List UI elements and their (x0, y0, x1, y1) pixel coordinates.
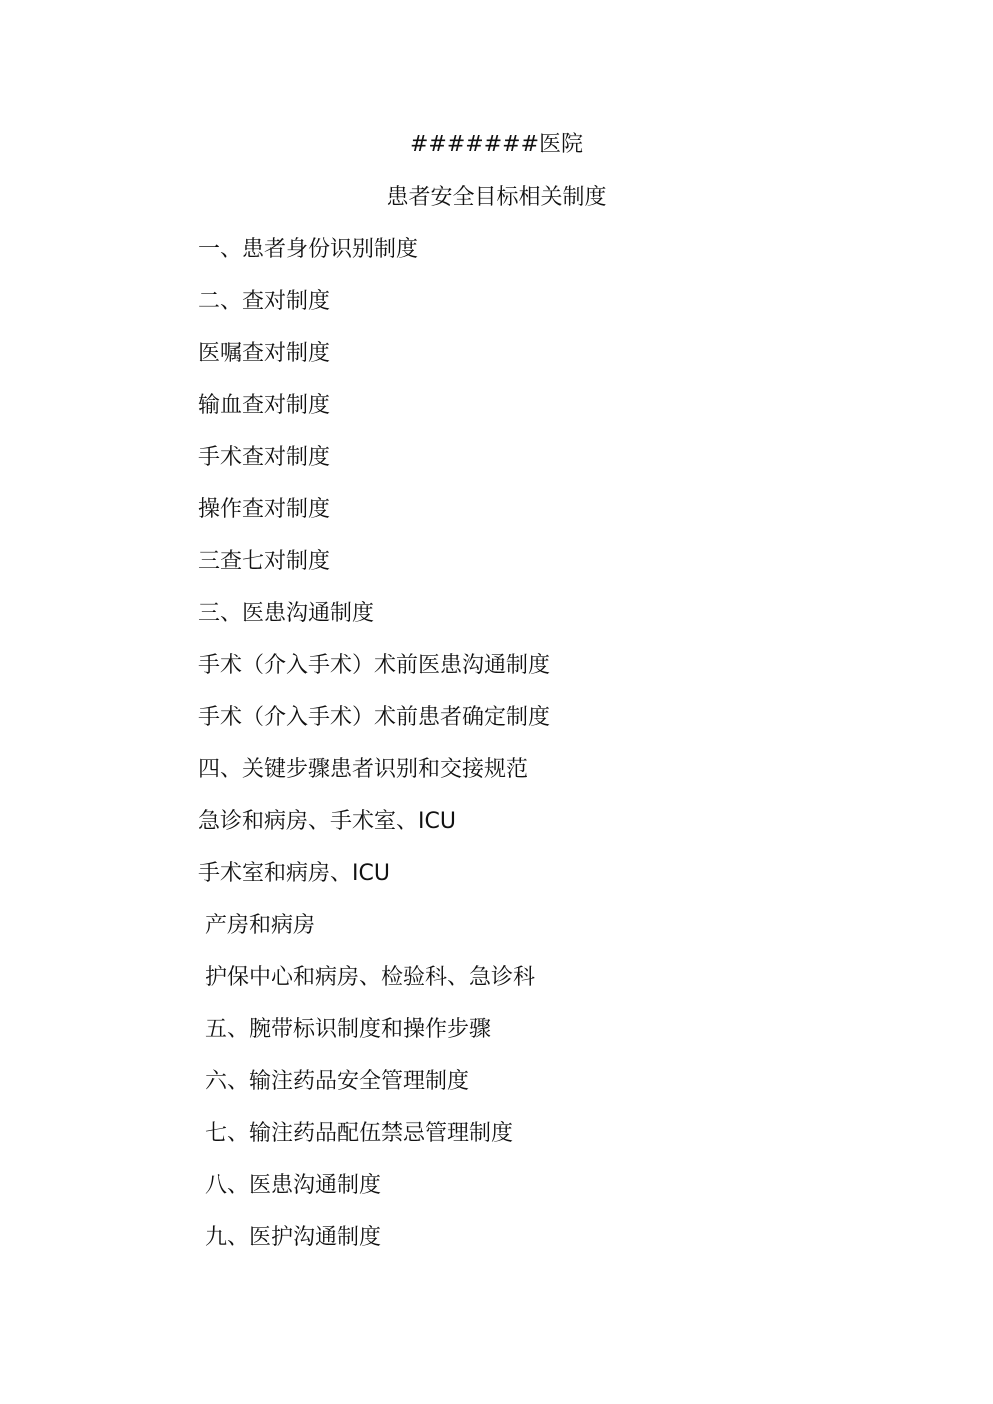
list-item: 七、输注药品配伍禁忌管理制度 (198, 1121, 513, 1146)
list-item: 急诊和病房、手术室、ICU (198, 809, 456, 834)
list-item: 九、医护沟通制度 (198, 1225, 381, 1250)
list-item: 手术（介入手术）术前医患沟通制度 (198, 653, 551, 678)
list-item: 五、腕带标识制度和操作步骤 (198, 1017, 491, 1042)
list-item: 医嘱查对制度 (198, 341, 331, 366)
list-item: 手术室和病房、ICU (198, 861, 390, 886)
list-item: 二、查对制度 (198, 289, 331, 314)
list-item: 一、患者身份识别制度 (198, 237, 419, 262)
list-item: 护保中心和病房、检验科、急诊科 (198, 965, 535, 990)
list-item: 三查七对制度 (198, 549, 331, 574)
document-title: 患者安全目标相关制度 (386, 185, 607, 210)
regulation-list (198, 235, 550, 1275)
list-item: 三、医患沟通制度 (198, 601, 375, 626)
list-item: 操作查对制度 (198, 497, 331, 522)
list-item: 产房和病房 (198, 913, 315, 938)
hospital-title: #######医院 (409, 132, 584, 157)
list-item: 输血查对制度 (198, 393, 331, 418)
list-item: 手术（介入手术）术前患者确定制度 (198, 705, 551, 730)
list-item: 八、医患沟通制度 (198, 1173, 381, 1198)
list-item: 四、关键步骤患者识别和交接规范 (198, 757, 529, 782)
list-item: 手术查对制度 (198, 445, 331, 470)
list-item: 六、输注药品安全管理制度 (198, 1069, 469, 1094)
